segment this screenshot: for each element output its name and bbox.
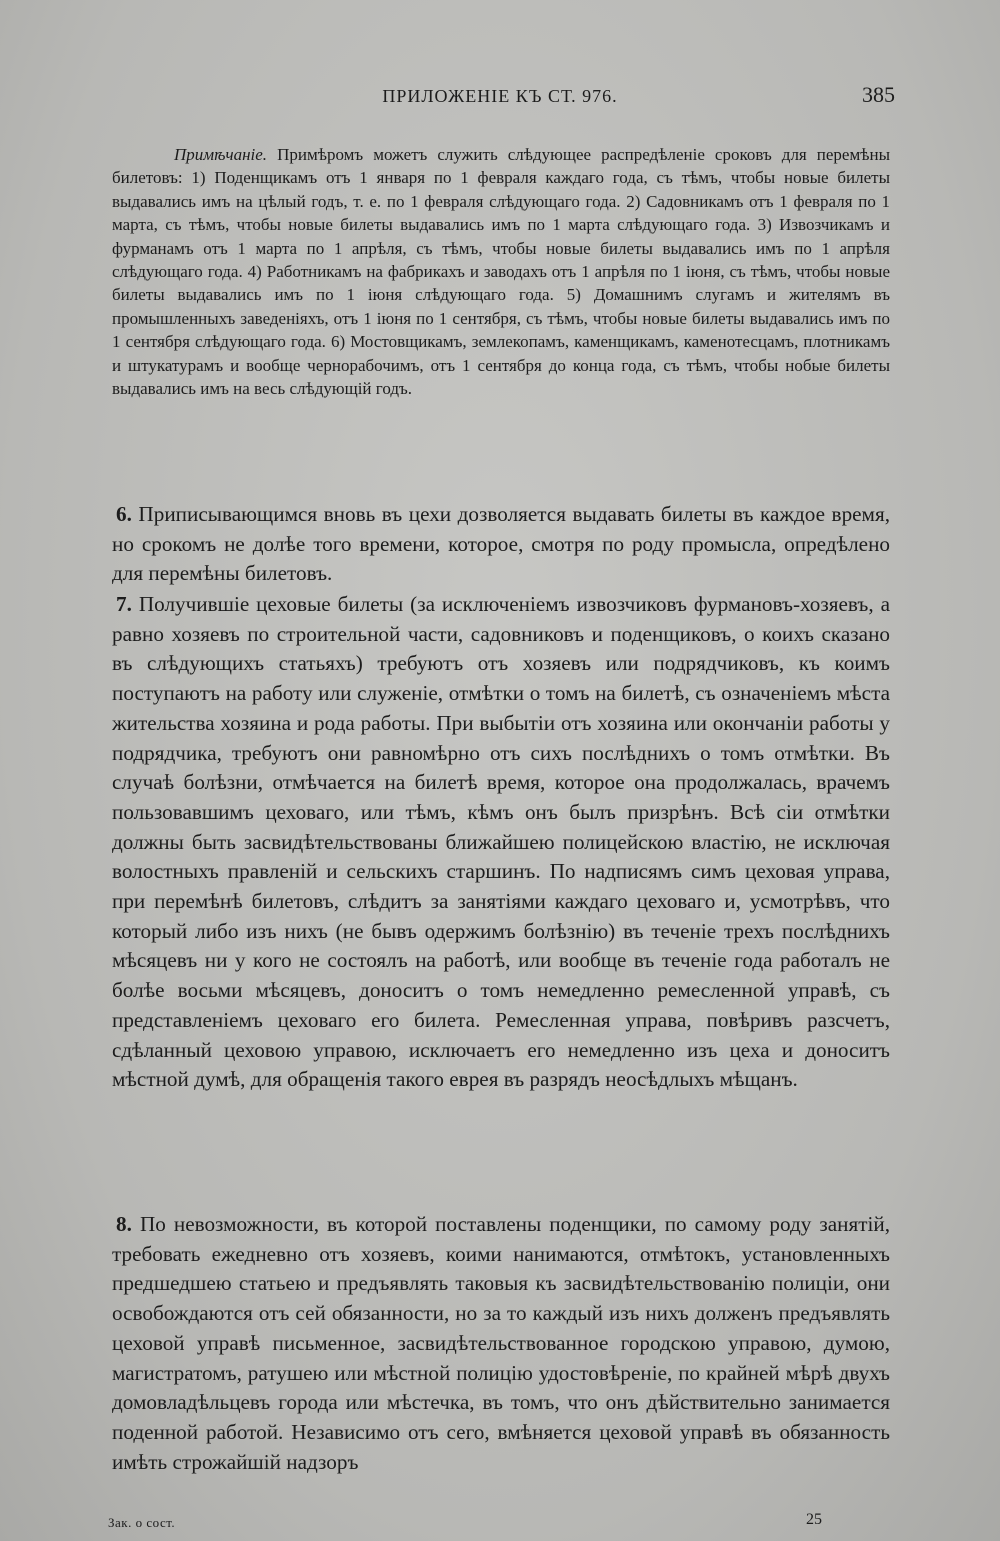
article-6 [112,500,890,589]
article-8 [112,1210,890,1477]
article-number: 8. [116,1212,132,1236]
article-7 [112,590,890,1095]
article-number: 7. [116,592,132,616]
article-text: Приписывающимся вновь въ цехи дозволяется выдавать билеты въ каждое время, но срокомъ не долѣе того времени, которое, смотря по роду промысла, опредѣлено для перемѣны билетовъ. [112,502,891,586]
page-header [105,82,895,116]
article-text: Получившіе цеховые билеты (за исключеніемъ извозчиковъ фурмановъ-хозяевъ, а равно хозяевъ по строительной части, садовниковъ и поденщиковъ, о коихъ сказано въ слѣдующихъ статьяхъ) требуютъ отъ хозяевъ или подрядчиковъ, къ коимъ поступаютъ на работу или служеніе, отмѣтки о томъ на билетѣ, съ означеніемъ мѣста жительства хозяина и рода работы. При выбытіи отъ хозяина или окончаніи работы у подрядчика, требуютъ они равномѣрно отъ сихъ послѣднихъ о томъ отмѣтки. Въ случаѣ болѣзни, отмѣчается на билетѣ время, которое она продолжалась, врачемъ пользовавшимъ цеховаго, или тѣмъ, кѣмъ онъ былъ призрѣнъ. Всѣ сіи отмѣтки должны быть засвидѣтельствованы ближайшею полицейскою властію, не исключая волостныхъ правленій и сельскихъ старшинъ. По надписямъ симъ цеховая управа, при перемѣнѣ билетовъ, слѣдитъ за занятіями каждаго цеховаго и, усмотрѣвъ, что который либо изъ нихъ (не бывъ одержимъ болѣзнію) въ теченіе трехъ послѣднихъ мѣсяцевъ ни у кого не состоялъ на работѣ, или вообще въ теченіе года работалъ не болѣе восьми мѣсяцевъ, доноситъ о томъ немедленно ремесленной управѣ, съ представленіемъ цеховаго его билета. Ремесленная управа, повѣривъ разсчетъ, сдѣланный цеховою управою, исключаетъ его немедленно изъ цеха и доноситъ мѣстной думѣ, для обращенія такого еврея въ разрядъ неосѣдлыхъ мѣщанъ. [112,592,890,1092]
note-text: Примѣромъ можетъ служить слѣдующее распредѣленіе сроковъ для перемѣны билетовъ: 1) Поденщикамъ отъ 1 января по 1 февраля каждаго года, съ тѣмъ, чтобы новые билеты выдавались имъ на цѣлый годъ, т. е. по 1 февраля слѣдующаго года. 2) Садовникамъ отъ 1 февраля по 1 марта, съ тѣмъ, чтобы новые билеты выдавались имъ по 1 марта слѣдующаго года. 3) Извозчикамъ и фурманамъ отъ 1 марта по 1 апрѣля, съ тѣмъ, чтобы новые билеты выдавались имъ по 1 апрѣля слѣдующаго года. 4) Работникамъ на фабрикахъ и заводахъ отъ 1 апрѣля по 1 іюня, съ тѣмъ, чтобы новые билеты выдавались имъ по 1 іюня слѣдующаго года. 5) Домашнимъ слугамъ и жителямъ въ промышленныхъ заведеніяхъ, отъ 1 іюня по 1 сентября, съ тѣмъ, чтобы новые билеты выдавались имъ по 1 сентября слѣдующаго года. 6) Мостовщикамъ, землекопамъ, каменщикамъ, каменотесцамъ, плотникамъ и штукатурамъ и вообще чернорабочимъ, отъ 1 сентября до конца года, съ тѣмъ, чтобы нобые билеты выдавались имъ на весь слѣдующій годъ. [112,145,890,399]
note-paragraph [112,143,890,400]
footer-signature-number: 25 [806,1511,822,1528]
note-label: Примѣчаніе. [174,145,268,164]
article-paragraph [112,500,890,589]
note-block [112,143,890,400]
article-number: 6. [116,502,132,526]
page-number: 385 [862,82,895,107]
footer-signature-left: Зак. о сост. [108,1515,176,1530]
article-paragraph [112,1210,890,1477]
article-paragraph [112,590,890,1095]
running-title: ПРИЛОЖЕНІЕ КЪ СТ. 976. [382,86,618,106]
article-text: По невозможности, въ которой поставлены поденщики, по самому роду занятій, требовать ежедневно отъ хозяевъ, коими нанимаются, отмѣтокъ, установленныхъ предшедшею статьею и предъявлять таковыя къ засвидѣтельствованію полиціи, они освобождаются отъ сей обязанности, но за то каждый изъ нихъ долженъ предъявлять цеховой управѣ письменное, засвидѣтельствованное городскою управою, думою, магистратомъ, ратушею или мѣстной полицію удостовѣреніе, по крайней мѣрѣ двухъ домовладѣльцевъ города или мѣстечка, въ томъ, что онъ дѣйствительно занимается поденной работой. Независимо отъ сего, вмѣняется цеховой управѣ въ обязанность имѣть строжайшій надзоръ [112,1212,891,1474]
